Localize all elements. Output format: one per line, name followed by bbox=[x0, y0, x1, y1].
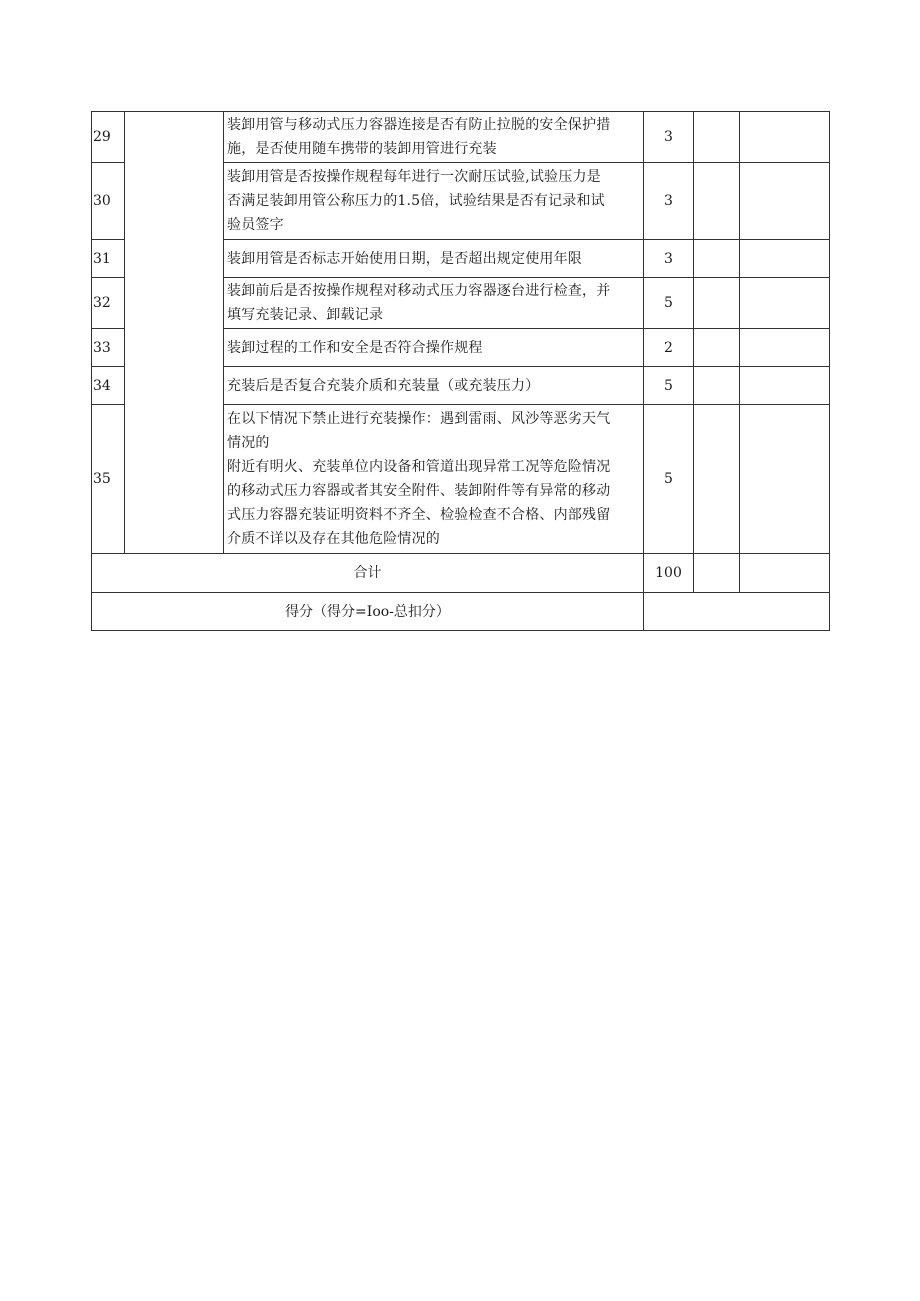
inspection-checklist-table bbox=[91, 111, 830, 631]
item-description bbox=[224, 163, 644, 240]
item-description bbox=[224, 278, 644, 329]
final-score-label: 得分（得分=Ioo-总扣分） bbox=[92, 593, 644, 631]
item-number: 33 bbox=[92, 329, 125, 367]
item-score: 5 bbox=[644, 278, 694, 329]
item-score: 3 bbox=[644, 163, 694, 240]
item-score: 5 bbox=[644, 367, 694, 405]
deduction-cell bbox=[694, 405, 740, 554]
final-score-row bbox=[92, 593, 830, 631]
description-line: 装卸过程的工作和安全是否符合操作规程 bbox=[227, 339, 483, 356]
item-description bbox=[224, 367, 644, 405]
category-cell bbox=[125, 112, 224, 554]
item-description bbox=[224, 405, 644, 554]
item-number: 32 bbox=[92, 278, 125, 329]
total-deduction-cell bbox=[694, 554, 740, 593]
item-number: 30 bbox=[92, 163, 125, 240]
deduction-cell bbox=[694, 163, 740, 240]
total-row bbox=[92, 554, 830, 593]
final-score-cell bbox=[644, 593, 830, 631]
item-number: 34 bbox=[92, 367, 125, 405]
description-line: 填写充装记录、卸载记录 bbox=[227, 307, 384, 323]
remark-cell bbox=[740, 163, 830, 240]
item-number: 29 bbox=[92, 112, 125, 163]
description-line: 在以下情况下禁止进行充装操作：遇到雷雨、风沙等恶劣天气 bbox=[227, 411, 611, 427]
description-line: 情况的 bbox=[227, 435, 270, 451]
remark-cell bbox=[740, 367, 830, 405]
item-description bbox=[224, 240, 644, 278]
remark-cell bbox=[740, 240, 830, 278]
total-remark-cell bbox=[740, 554, 830, 593]
description-line: 装卸用管是否标志开始使用日期，是否超出规定使用年限 bbox=[227, 250, 582, 267]
deduction-cell bbox=[694, 329, 740, 367]
inspection-checklist-sheet bbox=[91, 111, 829, 631]
item-score: 5 bbox=[644, 405, 694, 554]
description-line: 附近有明火、充装单位内设备和管道出现异常工况等危险情况 bbox=[227, 459, 611, 475]
deduction-cell bbox=[694, 240, 740, 278]
deduction-cell bbox=[694, 112, 740, 163]
total-score: 100 bbox=[644, 554, 694, 593]
remark-cell bbox=[740, 405, 830, 554]
table-row bbox=[92, 112, 830, 163]
description-line: 式压力容器充装证明资料不齐全、检验检查不合格、内部残留 bbox=[227, 507, 611, 523]
description-line: 否满足装卸用管公称压力的1.5倍，试验结果是否有记录和试 bbox=[227, 193, 605, 209]
item-description bbox=[224, 112, 644, 163]
total-label: 合计 bbox=[92, 554, 644, 593]
remark-cell bbox=[740, 112, 830, 163]
item-score: 2 bbox=[644, 329, 694, 367]
description-line: 充装后是否复合充装介质和充装量（或充装压力） bbox=[227, 377, 540, 394]
item-score: 3 bbox=[644, 112, 694, 163]
item-number: 35 bbox=[92, 405, 125, 554]
deduction-cell bbox=[694, 367, 740, 405]
item-score: 3 bbox=[644, 240, 694, 278]
remark-cell bbox=[740, 278, 830, 329]
item-description bbox=[224, 329, 644, 367]
description-line: 装卸用管是否按操作规程每年进行一次耐压试验,试验压力是 bbox=[227, 169, 601, 185]
description-line: 验员签字 bbox=[227, 217, 284, 233]
deduction-cell bbox=[694, 278, 740, 329]
description-line: 的移动式压力容器或者其安全附件、装卸附件等有异常的移动 bbox=[227, 483, 611, 499]
description-line: 介质不详以及存在其他危险情况的 bbox=[227, 531, 440, 547]
remark-cell bbox=[740, 329, 830, 367]
description-line: 装卸前后是否按操作规程对移动式压力容器逐台进行检查，并 bbox=[227, 283, 611, 299]
description-line: 施，是否使用随车携带的装卸用管进行充装 bbox=[227, 141, 497, 157]
item-number: 31 bbox=[92, 240, 125, 278]
description-line: 装卸用管与移动式压力容器连接是否有防止拉脱的安全保护措 bbox=[227, 117, 611, 133]
